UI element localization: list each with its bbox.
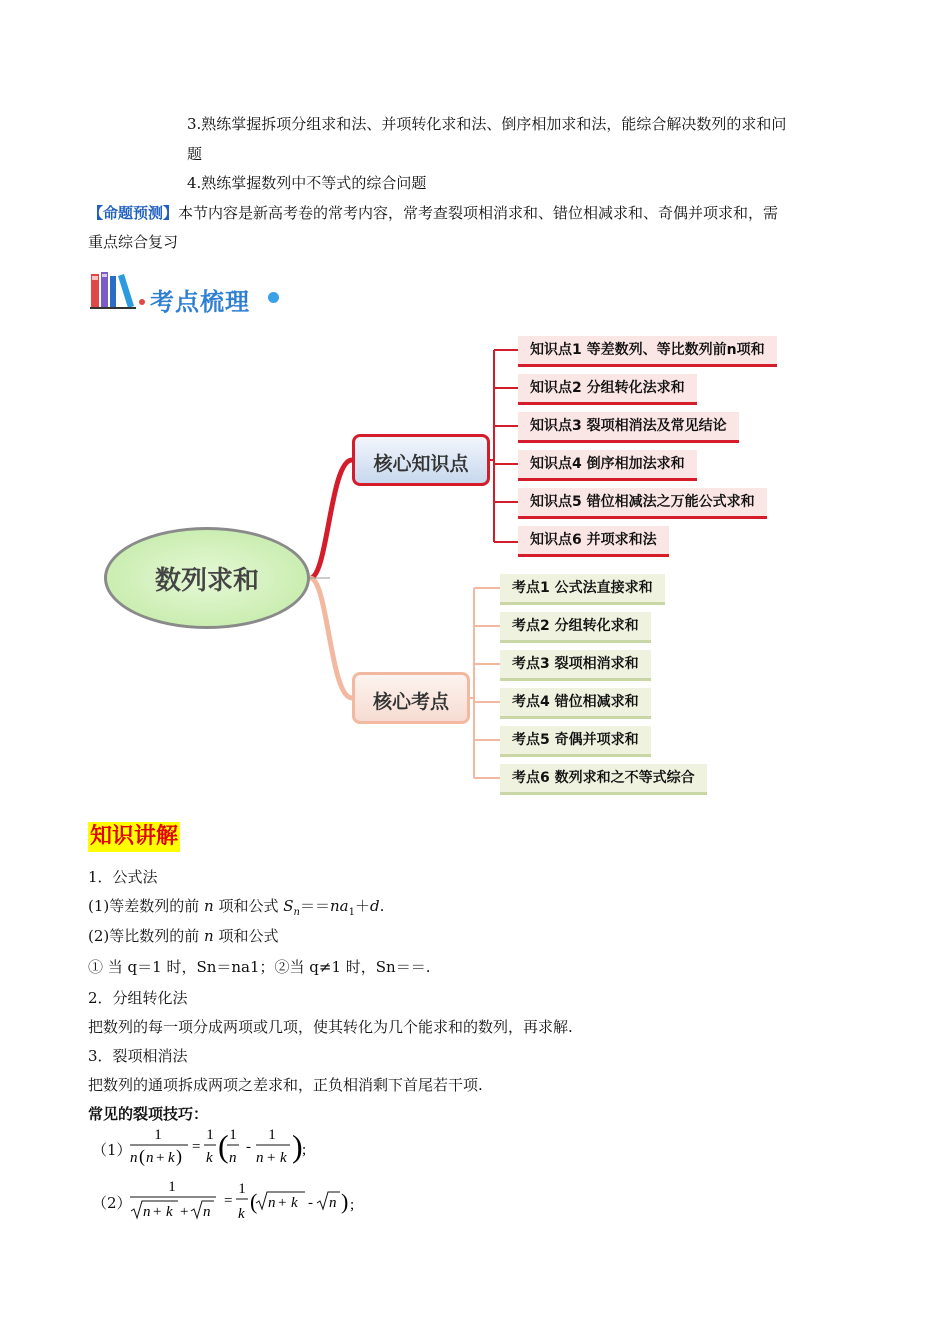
s1-l1-S: S (283, 897, 294, 915)
exam-point-5: 考点5 奇偶并项求和 (500, 726, 651, 757)
s1-l1-na: na (330, 897, 349, 915)
branch-core-knowledge (352, 434, 490, 486)
s1-l1-c: ＝＝ (299, 897, 330, 915)
knowledge-point-1: 知识点1 等差数列、等比数列前n项和 (518, 336, 777, 367)
formula-2 (128, 1176, 368, 1226)
svg-text:1: 1 (229, 1127, 237, 1143)
svg-text:-: - (308, 1195, 313, 1211)
knowledge-point-5: 知识点5 错位相减法之万能公式求和 (518, 488, 767, 519)
svg-text:-: - (246, 1139, 251, 1155)
svg-text:(: ( (139, 1146, 145, 1166)
svg-text:k: k (166, 1204, 173, 1220)
svg-text:n: n (130, 1150, 138, 1166)
svg-text:1: 1 (238, 1181, 246, 1197)
s1-line-1 (88, 896, 384, 923)
s2-title: 2．分组转化法 (88, 989, 188, 1007)
mindmap-root (104, 527, 310, 629)
svg-text:n: n (256, 1150, 264, 1166)
s1-l2-n: n (204, 927, 214, 945)
knowledge-point-4: 知识点4 倒序相加法求和 (518, 450, 697, 481)
exam-point-3: 考点3 裂项相消求和 (500, 650, 651, 681)
s3-title: 3．裂项相消法 (88, 1047, 188, 1065)
svg-text:k: k (238, 1206, 245, 1222)
exam-point-4: 考点4 错位相减求和 (500, 688, 651, 719)
objective-line-3-cont: 题 (187, 145, 203, 163)
objective-line-4: 4.熟练掌握数列中不等式的综合问题 (187, 174, 427, 192)
exam-point-6: 考点6 数列求和之不等式综合 (500, 764, 707, 795)
svg-text:(: ( (218, 1128, 229, 1164)
svg-text:): ) (176, 1146, 182, 1166)
prediction-text: 本节内容是新高考卷的常考内容，常考查裂项相消求和、错位相减求和、奇偶并项求和，需 (178, 204, 779, 222)
formula-2-label: （2） (92, 1194, 132, 1212)
section-title: 考点梳理 (150, 288, 250, 316)
tips-title: 常见的裂项技巧： (88, 1105, 209, 1123)
s1-l1-b: 项和公式 (213, 897, 284, 915)
svg-text:n: n (146, 1150, 154, 1166)
formula-1-label: （1） (92, 1141, 132, 1159)
svg-text:+: + (180, 1204, 189, 1220)
prediction-label: 【命题预测】 (88, 204, 179, 222)
s1-l1-d: d (370, 897, 380, 915)
s1-line-3: ① 当 q＝1 时，Sn＝na1；②当 q≠1 时，Sn＝＝. (88, 958, 431, 976)
books-icon (90, 270, 146, 310)
prediction-paragraph (88, 203, 778, 223)
s1-l1-end: . (379, 897, 385, 915)
s1-l2-b: 项和公式 (213, 927, 279, 945)
knowledge-title: 知识讲解 (88, 822, 180, 852)
svg-text:+: + (156, 1150, 165, 1166)
exam-point-2: 考点2 分组转化求和 (500, 612, 651, 643)
svg-text:1: 1 (206, 1127, 214, 1143)
s1-l1-plus: ＋ (354, 897, 370, 915)
formula-1 (128, 1124, 318, 1170)
svg-text:): ) (292, 1128, 303, 1164)
svg-text:1: 1 (154, 1127, 162, 1143)
s1-l1-n: n (204, 897, 214, 915)
svg-text:k: k (291, 1195, 298, 1211)
knowledge-point-6: 知识点6 并项求和法 (518, 526, 669, 557)
svg-text:n: n (229, 1150, 237, 1166)
branch-core-exam-points-label: 核心考点 (372, 691, 449, 713)
knowledge-point-2: 知识点2 分组转化法求和 (518, 374, 697, 405)
svg-text:(: ( (250, 1189, 258, 1214)
title-dot-icon (268, 292, 279, 303)
s1-line-2 (88, 926, 278, 946)
s2-text: 把数列的每一项分成两项或几项，使其转化为几个能求和的数列，再求解. (88, 1018, 573, 1036)
svg-text:+: + (278, 1195, 287, 1211)
branch-core-exam-points (352, 672, 470, 724)
s1-l2-a: (2)等比数列的前 (88, 927, 205, 945)
s3-text: 把数列的通项拆成两项之差求和，正负相消剩下首尾若干项. (88, 1076, 483, 1094)
svg-text:n: n (203, 1204, 211, 1220)
svg-text:): ) (341, 1189, 349, 1214)
branch-core-knowledge-label: 核心知识点 (373, 453, 469, 475)
exam-point-1: 考点1 公式法直接求和 (500, 574, 665, 605)
svg-text:;: ; (350, 1197, 355, 1213)
svg-text:k: k (206, 1150, 213, 1166)
svg-text:=: = (224, 1193, 233, 1209)
svg-text:n: n (143, 1204, 151, 1220)
svg-text:=: = (192, 1139, 201, 1155)
svg-text:k: k (168, 1150, 175, 1166)
knowledge-point-3: 知识点3 裂项相消法及常见结论 (518, 412, 739, 443)
svg-text:;: ; (302, 1142, 307, 1158)
svg-text:+: + (153, 1204, 162, 1220)
s1-l1-sub: n (293, 907, 300, 918)
svg-text:+: + (267, 1150, 276, 1166)
objective-line-3: 3.熟练掌握拆项分组求和法、并项转化求和法、倒序相加求和法，能综合解决数列的求和问 (187, 115, 787, 133)
prediction-paragraph-cont: 重点综合复习 (88, 233, 179, 251)
svg-text:1: 1 (168, 1179, 176, 1195)
svg-text:n: n (329, 1195, 337, 1211)
s1-title: 1．公式法 (88, 868, 158, 886)
root-label: 数列求和 (154, 566, 259, 596)
svg-text:1: 1 (268, 1127, 276, 1143)
svg-text:n: n (268, 1195, 276, 1211)
s1-l1-a: (1)等差数列的前 (88, 897, 205, 915)
s1-l1-sub1: 1 (348, 907, 355, 918)
svg-text:k: k (280, 1150, 287, 1166)
